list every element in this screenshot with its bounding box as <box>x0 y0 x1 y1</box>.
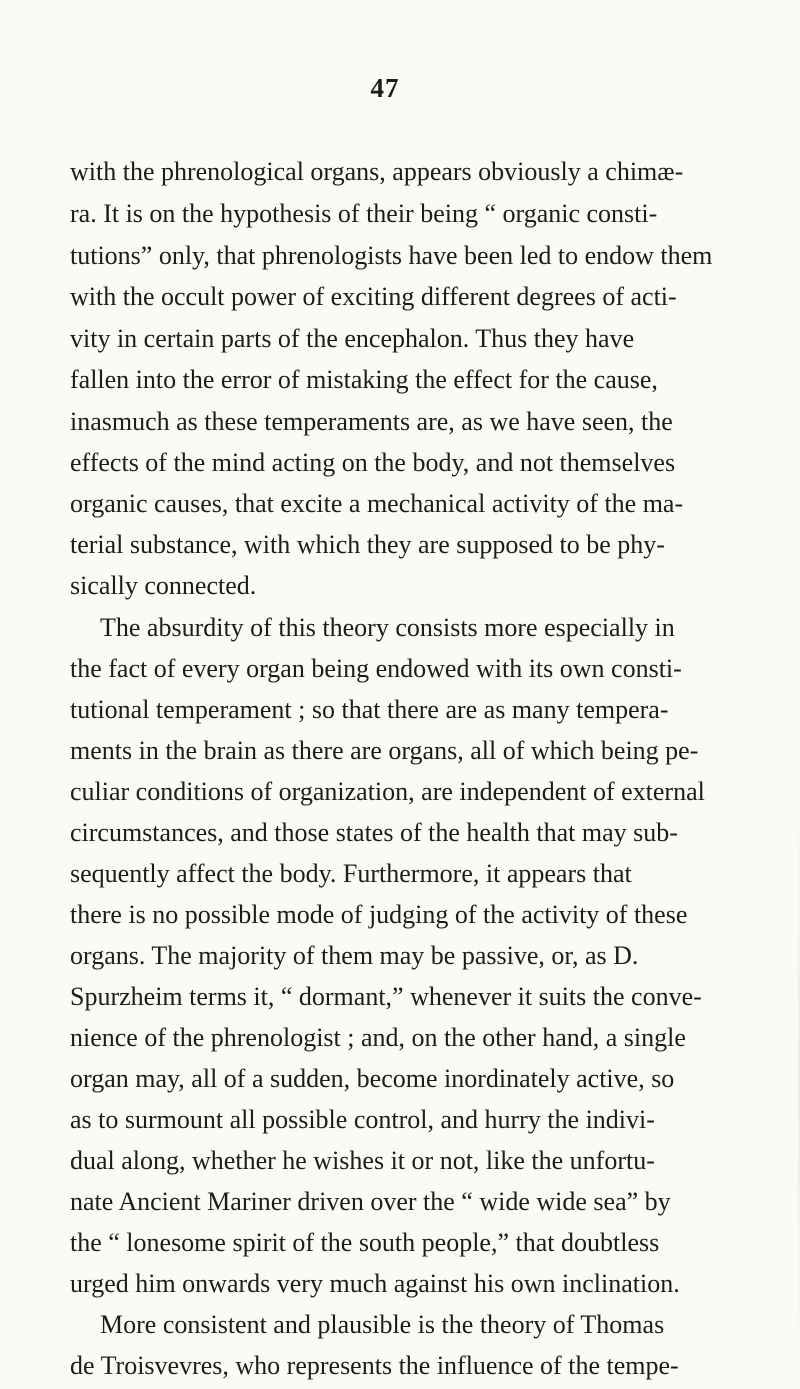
text-line-7: inasmuch as these temperaments are, as we have seen, the <box>70 407 673 436</box>
text-line-2: ra. It is on the hypothesis of their being “ organic consti- <box>70 199 658 228</box>
text-line-19: there is no possible mode of judging of the activity of these <box>70 900 688 929</box>
page-number: 47 <box>370 73 400 103</box>
text-line-8: effects of the mind acting on the body, and not themselves <box>70 448 676 477</box>
text-line-22: nience of the phrenologist ; and, on the other hand, a single <box>70 1023 686 1052</box>
text-line-29: More consistent and plausible is the theory of Thomas <box>100 1310 665 1339</box>
text-line-24: as to surmount all possible control, and hurry the indivi- <box>70 1105 655 1134</box>
text-line-15: ments in the brain as there are organs, all of which being pe- <box>70 736 699 765</box>
text-line-4: with the occult power of exciting different degrees of acti- <box>70 282 677 311</box>
text-line-5: vity in certain parts of the encephalon. Thus they have <box>70 324 635 353</box>
text-line-27: the “ lonesome spirit of the south people,” that doubtless <box>70 1228 660 1257</box>
text-line-11: sically connected. <box>70 571 257 600</box>
text-line-1: with the phrenological organs, appears obviously a chimæ- <box>70 157 684 186</box>
text-line-23: organ may, all of a sudden, become inordinately active, so <box>70 1064 675 1093</box>
text-line-26: nate Ancient Mariner driven over the “ wide wide sea” by <box>70 1187 671 1216</box>
text-line-9: organic causes, that excite a mechanical activity of the ma- <box>70 489 684 518</box>
text-line-14: tutional temperament ; so that there are as many tempera- <box>70 695 669 724</box>
text-line-10: terial substance, with which they are supposed to be phy- <box>70 530 665 559</box>
text-line-21: Spurzheim terms it, “ dormant,” whenever it suits the conve- <box>70 982 702 1011</box>
text-line-16: culiar conditions of organization, are independent of external <box>70 777 705 806</box>
text-line-6: fallen into the error of mistaking the effect for the cause, <box>70 365 658 394</box>
text-line-17: circumstances, and those states of the health that may sub- <box>70 818 678 847</box>
text-line-25: dual along, whether he wishes it or not, like the unfortu- <box>70 1146 655 1175</box>
text-line-12: The absurdity of this theory consists more especially in <box>100 613 675 642</box>
text-line-13: the fact of every organ being endowed with its own consti- <box>70 654 682 683</box>
text-line-18: sequently affect the body. Furthermore, it appears that <box>70 859 632 888</box>
text-line-3: tutions” only, that phrenologists have been led to endow them <box>70 241 713 270</box>
text-line-20: organs. The majority of them may be passive, or, as D. <box>70 941 639 970</box>
text-line-30: de Troisvevres, who represents the influence of the tempe- <box>70 1351 679 1380</box>
text-line-28: urged him onwards very much against his own inclination. <box>70 1269 680 1298</box>
